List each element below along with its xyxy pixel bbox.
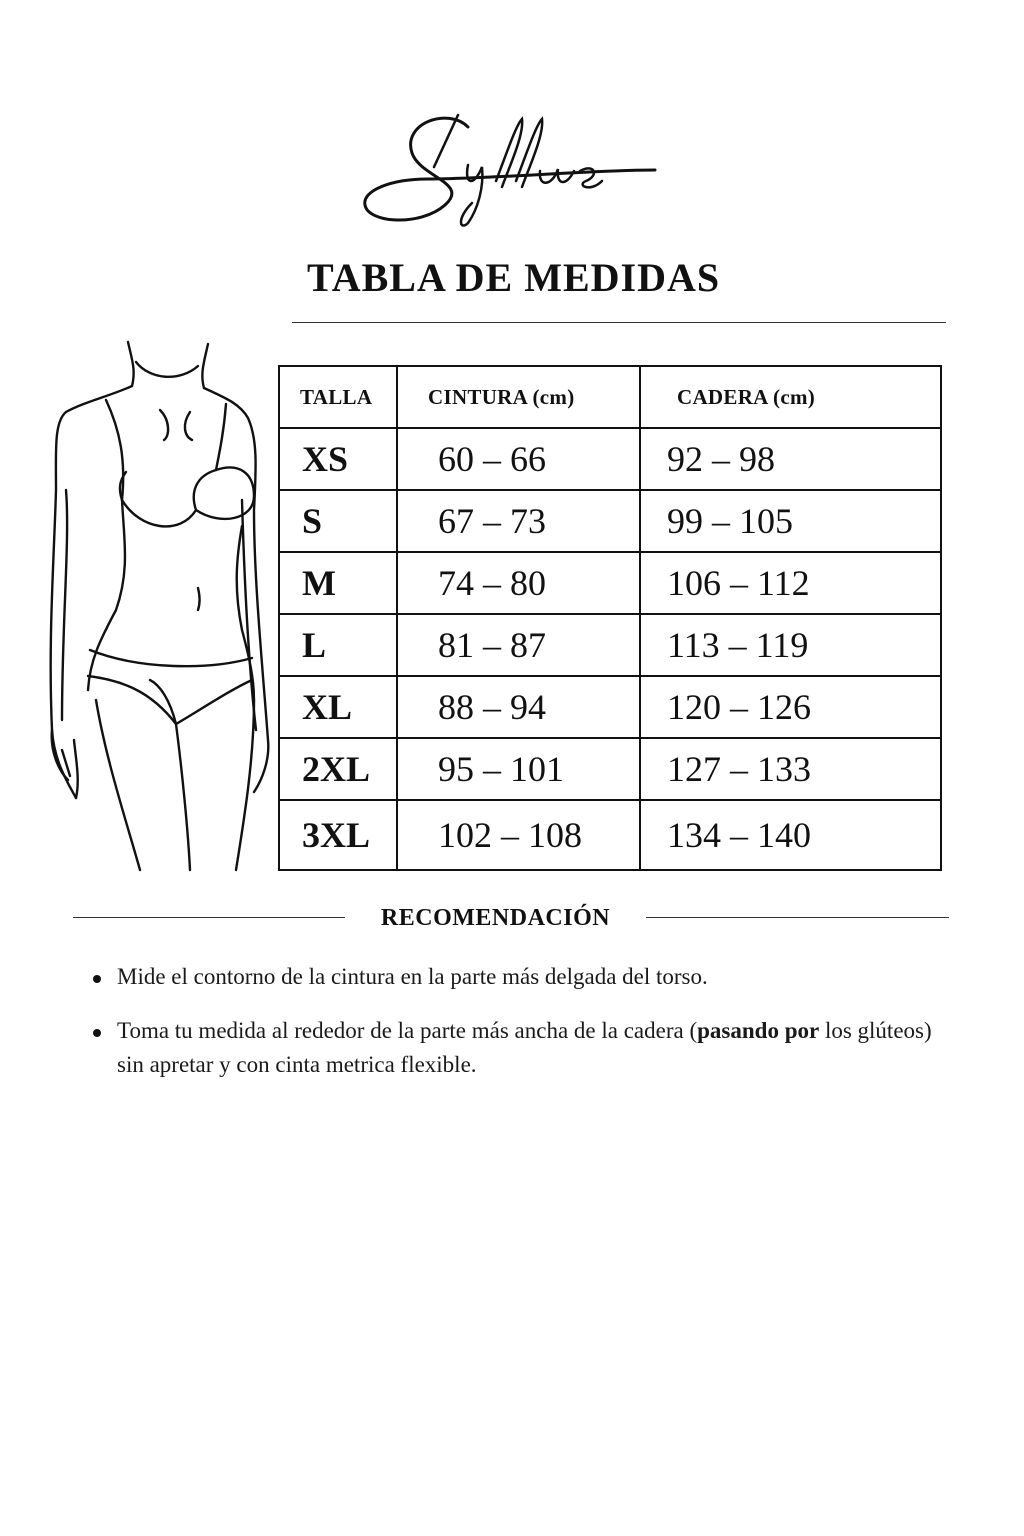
table-header-row — [279, 366, 941, 428]
waist-cell: 60 – 66 — [397, 428, 640, 490]
size-cell: XL — [279, 676, 397, 738]
size-cell: L — [279, 614, 397, 676]
waist-cell: 95 – 101 — [397, 738, 640, 800]
size-chart-table — [278, 365, 942, 871]
waist-cell: 74 – 80 — [397, 552, 640, 614]
recommendation-text: Mide el contorno de la cintura en la parte más delgada del torso. — [117, 964, 708, 989]
table-row — [279, 614, 941, 676]
table-row — [279, 552, 941, 614]
header-talla: TALLA — [279, 366, 397, 428]
recommendation-divider-left — [73, 917, 345, 918]
header-cadera: CADERA (cm) — [640, 366, 941, 428]
page-title: TABLA DE MEDIDAS — [307, 255, 721, 300]
female-body-outline-icon — [40, 340, 280, 880]
hip-cell: 106 – 112 — [640, 552, 941, 614]
table-row — [279, 676, 941, 738]
size-cell: S — [279, 490, 397, 552]
hip-cell: 127 – 133 — [640, 738, 941, 800]
table-row — [279, 800, 941, 870]
hip-cell: 92 – 98 — [640, 428, 941, 490]
brand-logo — [350, 105, 670, 235]
size-cell: M — [279, 552, 397, 614]
table-row — [279, 490, 941, 552]
recommendation-text: los glúteos) sin apretar y con cinta metrica flexible. — [117, 1018, 932, 1077]
waist-cell: 81 – 87 — [397, 614, 640, 676]
waist-cell: 102 – 108 — [397, 800, 640, 870]
recommendation-list — [117, 960, 937, 1102]
hip-cell: 113 – 119 — [640, 614, 941, 676]
table-row — [279, 738, 941, 800]
size-cell: 2XL — [279, 738, 397, 800]
recommendation-title: RECOMENDACIÓN — [380, 905, 611, 931]
list-item — [117, 960, 937, 994]
header-cintura: CINTURA (cm) — [397, 366, 640, 428]
size-cell: XS — [279, 428, 397, 490]
waist-cell: 88 – 94 — [397, 676, 640, 738]
recommendation-divider-right — [646, 917, 949, 918]
hip-cell: 134 – 140 — [640, 800, 941, 870]
title-divider — [292, 322, 946, 323]
table-row — [279, 428, 941, 490]
waist-cell: 67 – 73 — [397, 490, 640, 552]
hip-cell: 120 – 126 — [640, 676, 941, 738]
recommendation-text: Toma tu medida al rededor de la parte más ancha de la cadera ( — [117, 1018, 698, 1043]
list-item — [117, 1014, 937, 1082]
recommendation-bold-text: pasando por — [697, 1018, 820, 1043]
size-cell: 3XL — [279, 800, 397, 870]
hip-cell: 99 – 105 — [640, 490, 941, 552]
